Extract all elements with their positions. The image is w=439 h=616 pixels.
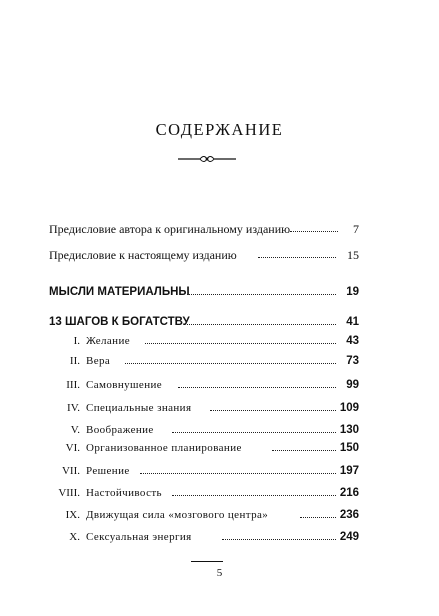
toc-entry-page: 73 xyxy=(346,355,359,367)
toc-entry-page: 216 xyxy=(339,487,359,499)
dot-leader xyxy=(140,473,336,474)
toc-entry-chapter[interactable] xyxy=(0,400,439,416)
toc-entry-chapter[interactable] xyxy=(0,440,439,456)
toc-entry-label: Вера xyxy=(86,355,111,367)
toc-entry-page: 99 xyxy=(346,379,359,391)
chapter-number: III. xyxy=(66,379,80,391)
chapter-number: I. xyxy=(73,335,80,347)
chapter-number: IX. xyxy=(65,509,80,521)
toc-entry-page: 41 xyxy=(346,316,359,328)
page-title: СОДЕРЖАНИЕ xyxy=(155,120,284,139)
dot-leader xyxy=(172,495,336,496)
chapter-number: VI. xyxy=(65,442,80,454)
dot-leader xyxy=(187,324,336,325)
toc-entry-chapter[interactable] xyxy=(0,485,439,501)
toc-entry-label: Предисловие к настоящему изданию xyxy=(49,248,237,262)
toc-entry-label: Движущая сила «мозгового центра» xyxy=(86,509,269,521)
toc-entry-page: 150 xyxy=(339,442,359,454)
toc-entry-part-13-steps[interactable] xyxy=(0,314,439,330)
toc-entry-chapter[interactable] xyxy=(0,377,439,393)
chapter-number: II. xyxy=(69,355,80,367)
toc-entry-label: Настойчивость xyxy=(86,487,162,499)
toc-entry-preface-author[interactable] xyxy=(0,221,439,237)
chapter-number: X. xyxy=(69,531,80,543)
chapter-number: VII. xyxy=(61,465,80,477)
chapter-number: VIII. xyxy=(58,487,80,499)
toc-entry-chapter[interactable] xyxy=(0,422,439,438)
dot-leader xyxy=(178,387,336,388)
toc-entry-label: Самовнушение xyxy=(86,379,163,391)
toc-entry-chapter[interactable] xyxy=(0,333,439,349)
toc-entry-page: 130 xyxy=(339,424,359,436)
toc-entry-chapter[interactable] xyxy=(0,353,439,369)
dot-leader xyxy=(172,432,336,433)
toc-entry-preface-edition[interactable] xyxy=(0,247,439,263)
toc-entry-label: Предисловие автора к оригинальному изданию xyxy=(49,222,291,236)
toc-entry-page: 109 xyxy=(339,402,359,414)
toc-entry-label: Организованное планирование xyxy=(86,442,242,454)
dot-leader xyxy=(187,294,336,295)
toc-entry-label: Желание xyxy=(86,335,131,347)
toc-entry-chapter[interactable] xyxy=(0,529,439,545)
toc-entry-label: 13 ШАГОВ К БОГАТСТВУ xyxy=(49,316,190,328)
toc-entry-page: 197 xyxy=(339,465,359,477)
toc-entry-label: Решение xyxy=(86,465,130,477)
toc-entry-label: Воображение xyxy=(86,424,154,436)
dot-leader xyxy=(210,410,336,411)
toc-entry-page: 43 xyxy=(346,335,359,347)
chapter-number: IV. xyxy=(67,402,80,414)
toc-entry-page: 19 xyxy=(346,286,359,298)
toc-entry-label: Сексуальная энергия xyxy=(86,531,192,543)
toc-entry-page: 236 xyxy=(339,509,359,521)
toc-entry-label: МЫСЛИ МАТЕРИАЛЬНЫ xyxy=(49,286,190,298)
toc-entry-page: 7 xyxy=(353,222,359,236)
toc-entry-chapter[interactable] xyxy=(0,463,439,479)
dot-leader xyxy=(145,343,336,344)
toc-entry-page: 15 xyxy=(347,248,359,262)
page-number: 5 xyxy=(216,567,223,579)
dot-leader xyxy=(125,363,336,364)
toc-entry-chapter[interactable] xyxy=(0,507,439,523)
chapter-number: V. xyxy=(70,424,80,436)
toc-entry-part-thoughts[interactable] xyxy=(0,284,439,300)
toc-entry-page: 249 xyxy=(339,531,359,543)
ornament-divider-icon xyxy=(178,153,236,165)
footer-rule xyxy=(191,561,223,562)
toc-entry-label: Специальные знания xyxy=(86,402,192,414)
